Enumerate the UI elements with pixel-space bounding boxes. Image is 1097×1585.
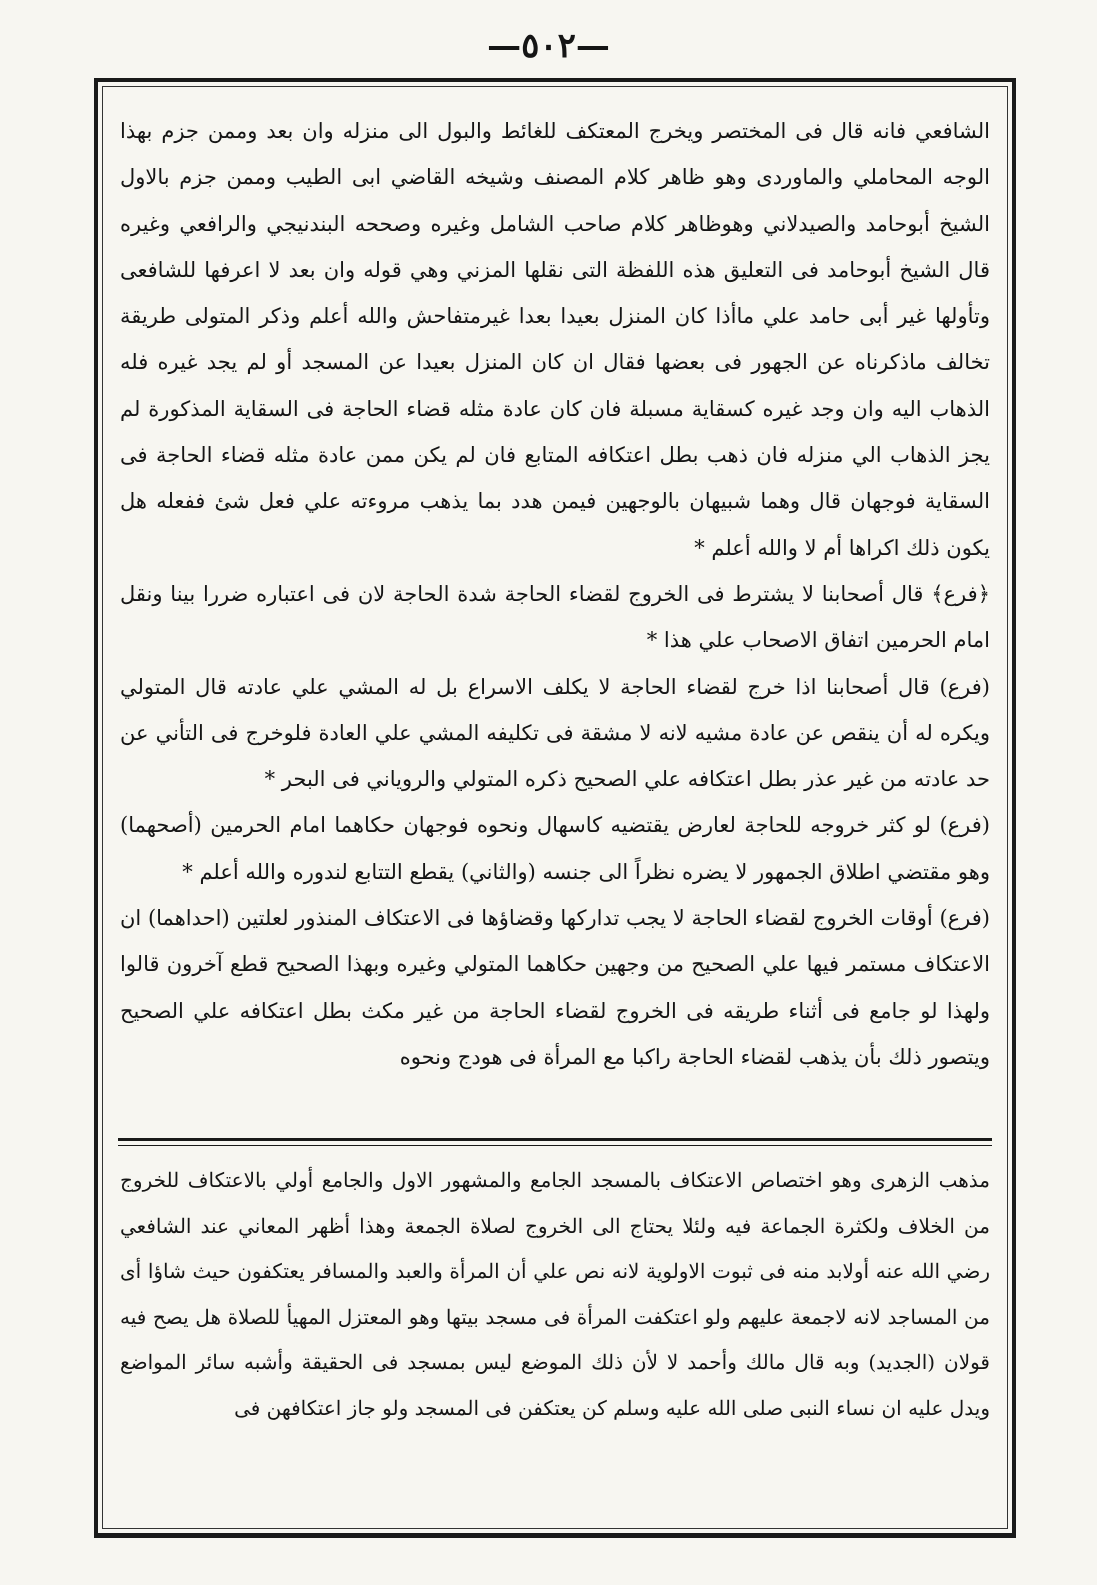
main-paragraph: (فرع) قال أصحابنا اذا خرج لقضاء الحاجة لا يكلف الاسراع بل له المشي علي عادته قال المتولي ويكره له أن ينقص عن عادة مشيه لانه لا مشقة فى تكليفه المشي علي العادة فلوخرج فى التأني عن حد عادته من غير عذر بطل اعتكافه علي الصحيح ذكره المتولي والروياني فى البحر * (120, 674, 990, 792)
footnote-text (120, 1158, 990, 1431)
page-number: —٥٠٢— (487, 26, 610, 66)
main-paragraph: (فرع) لو كثر خروجه للحاجة لعارض يقتضيه كاسهال ونحوه فوجهان حكاهما امام الحرمين (أصحهما) وهو مقتضي اطلاق الجمهور لا يضره نظراً الى جنسه (والثاني) يقطع التتابع لندوره والله أعلم * (120, 813, 990, 884)
main-text (120, 108, 990, 1080)
footnote-separator (118, 1138, 992, 1141)
footnote-paragraph: مذهب الزهرى وهو اختصاص الاعتكاف بالمسجد الجامع والمشهور الاول والجامع أولي بالاعتكاف للخروج من الخلاف ولكثرة الجماعة فيه ولئلا يحتاج الى الخروج لصلاة الجمعة وهذا أظهر المعاني عند الشافعي رضي الله عنه أولابد منه فى ثبوت الاولوية لانه نص علي أن المرأة والعبد والمسافر يعتكفون حيث شاؤا أى من المساجد لانه لاجمعة عليهم ولو اعتكفت المرأة فى مسجد بيتها وهو المعتزل المهيأ للصلاة هل يصح فيه قولان (الجديد) وبه قال مالك وأحمد لا لأن ذلك الموضع ليس بمسجد فى الحقيقة وأشبه سائر المواضع ويدل عليه ان نساء النبى صلى الله عليه وسلم كن يعتكفن فى المسجد ولو جاز اعتكافهن فى (120, 1168, 990, 1420)
main-paragraph: الشافعي فانه قال فى المختصر ويخرج المعتكف للغائط والبول الى منزله وان بعد وممن جزم بهذا الوجه المحاملي والماوردى وهو ظاهر كلام المصنف وشيخه القاضي ابى الطيب وممن جزم بالاول الشيخ أبوحامد والصيدلاني وهوظاهر كلام صاحب الشامل وغيره وصححه البندنيجي والرافعي وغيره قال الشيخ أبوحامد فى التعليق هذه اللفظة التى نقلها المزني وهي قوله وان بعد لا اعرفها للشافعى وتأولها غير أبى حامد علي ماأذا كان المنزل بعيدا بعدا غيرمتفاحش والله أعلم وذكر المتولى طريقة تخالف ماذكرناه عن الجهور فى بعضها فقال ان كان المنزل بعيدا عن المسجد أو لم يجد غيره فله الذهاب اليه وان وجد غيره كسقاية مسبلة فان كان عادة مثله قضاء الحاجة فى السقاية المذكورة لم يجز الذهاب الي منزله فان ذهب بطل اعتكافه المتابع فان لم يكن ممن عادة مثله قضاء الحاجة فى السقاية فوجهان قال وهما شبيهان بالوجهين فيمن هدد بما يذهب مروءته علي فعل شئ ففعله هل يكون ذلك اكراها أم لا والله أعلم * (120, 119, 990, 560)
main-paragraph: ﴿فرع﴾ قال أصحابنا لا يشترط فى الخروج لقضاء الحاجة شدة الحاجة لان فى اعتباره ضررا بينا ونقل امام الحرمين اتفاق الاصحاب علي هذا * (120, 581, 990, 653)
main-paragraph: (فرع) أوقات الخروج لقضاء الحاجة لا يجب تداركها وقضاؤها فى الاعتكاف المنذور لعلتين (احداهما) ان الاعتكاف مستمر فيها علي الصحيح من وجهين حكاهما المتولي وغيره وبهذا الصحيح قطع آخرون قالوا ولهذا لو جامع فى أثناء طريقه فى الخروج لقضاء الحاجة من غير مكث بطل اعتكافه علي الصحيح ويتصور ذلك بأن يذهب لقضاء الحاجة راكبا مع المرأة فى هودج ونحوه (120, 906, 990, 1069)
page-frame (94, 78, 1016, 1538)
